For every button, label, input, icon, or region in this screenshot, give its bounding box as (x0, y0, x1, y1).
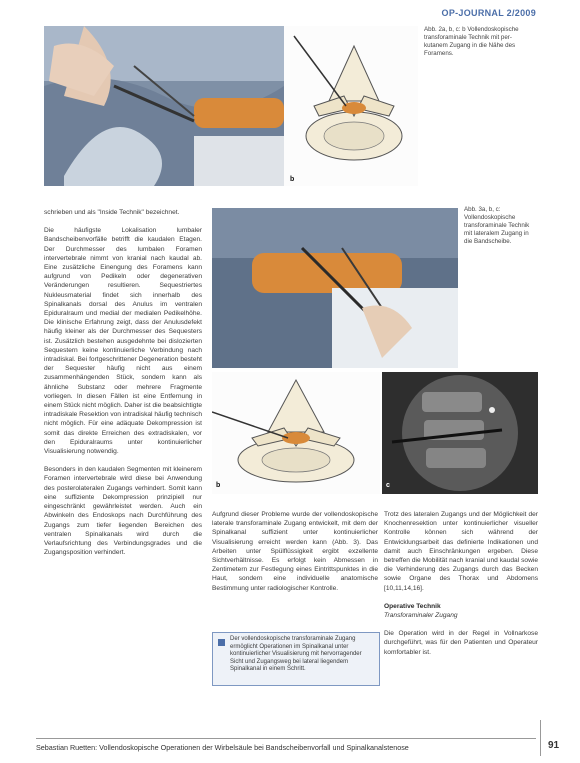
text-column-3 (384, 510, 538, 736)
page-number-divider (540, 720, 541, 756)
journal-header: OP-JOURNAL 2/2009 (441, 8, 536, 18)
fig2-caption: Abb. 2a, b, c: b Vollendoskopische transforaminale Technik mit per-kutanem Zugang in die Nähe des Foramens. (424, 26, 519, 57)
footer-citation: Sebastian Ruetten: Vollendoskopische Operationen der Wirbelsäule bei Bandscheibenvorfall und Spinalkanalstenose (36, 743, 409, 752)
figure-label-b-bottom: b (216, 482, 221, 489)
col1-paragraph-2: Die häufigste Lokalisation lumbaler Bandscheibenvorfälle betrifft die kaudalen Etagen. Der Durchmesser des lumbalen Foramen intervertebrale nimmt von kranial nach kaudal ab. Eine zusätzliche Einengung des Foramens kann aufgrund von Pedikeln oder degenerativen Veränderungen resultieren. Sequestriertes Nukleusmaterial findet sich innerhalb des Spinalkanals dorsal des Anulus im ventralen Epiduralraum und medial der medialen Pedikelhöhe. Die klinische Erfahrung zeigt, dass der Anulusdefekt häufig kleiner als der Durchmesser des Sequesters ist. Zusätzlich bestehen ausgedehnte bei dislozierten Sequestern keine kontinuierliche Verbindung nach intradiskal. Bei fortgeschrittener Degeneration besteht der Sequester häufig nicht aus einem zusammenhängenden Stück, sondern kann als ähnliche Substanz oder mehrere Fragmente vorliegen. In diesen Fällen ist eine Entfernung in einem Stück nicht möglich. Daher ist die beabsichtigte intradiskale Resektion von intradiskal häufig technisch nicht möglich. Für eine adäquate Dekompression ist somit das direkte Erreichen des extradiskalen, vor den Epiduralraums unter kontinuierlicher Visualisierung notwendig. (44, 227, 202, 456)
col3-paragraph-1: Trotz des lateralen Zugangs und der Möglichkeit der Knochenresektion unter kontinuierlicher visueller Kontrolle können sich während der Entwicklungsarbeit das definierte Indikationen und damit auch Einschränkungen ergeben. Diese betreffen die Mobilität nach kranial und kaudal sowie die Verhinderung des Zugangs durch das Becken sowie Organe des Thorax und Abdomens [10,11,14,16]. (384, 511, 538, 592)
page-number: 91 (548, 740, 560, 751)
highlight-square-icon (218, 639, 225, 646)
col1-paragraph-1: schrieben und als "Inside Technik" bezeichnet. (44, 209, 180, 216)
col3-subheading: Transforaminaler Zugang (384, 612, 458, 620)
col3-paragraph-2: Die Operation wird in der Regel in Vollnarkose durchgeführt, was für den Patienten und Operateur komfortabler ist. (384, 630, 538, 656)
xray-image (382, 372, 538, 494)
footer-divider (36, 738, 536, 739)
surgery-photo-middle (212, 208, 458, 368)
col2-paragraph-1: Aufgrund dieser Probleme wurde der vollendoskopische laterale transforaminale Zugang entwickelt, mit dem der Spinalkanal suffizient unter kontinuierlicher Visualisierung erreicht werden kann (Abb. 3). Das Arbeiten unter Spülflüssigkeit ergibt exzellente Sichtverhältnisse. Es erfolgt kein Abmessen in Zentimetern zur Festlegung eines Eintrittspunktes in die Haut, sondern eine individuelle anatomische Bestimmung unter radiologischer Kontrolle. (212, 511, 378, 592)
col1-paragraph-3: Besonders in den kaudalen Segmenten mit kleinerem Foramen intervertebrale wird diese bei Anwendung des posterolateralen Zugangs verhindert. Somit kann eine suffiziente Dekompression prinzipiell nur eingeschränkt gewährleistet werden. Auch ein Abwinkeln des Endoskops nach Durchführung des Zugangs zum tiefer liegenden Bereichen des ventralen Spinalkanals wird durch die Verlaufsrichtung des Verbindungsgrades und die Zugangsposition verhindert. (44, 466, 202, 557)
vertebra-diagram-top (284, 26, 418, 186)
fig3-caption: Abb. 3a, b, c: Vollendoskopische transforaminale Technik mit lateralem Zugang in die Bandscheibe. (464, 206, 530, 245)
figure-label-c-bottom: c (386, 482, 390, 489)
text-column-1 (44, 208, 202, 736)
text-column-2 (212, 510, 378, 628)
vertebra-diagram-bottom (212, 372, 380, 494)
figure-label-b-top: b (290, 176, 295, 183)
col3-heading: Operative Technik (384, 602, 441, 610)
highlight-box (212, 632, 380, 686)
surgery-photo-top (44, 26, 284, 186)
highlight-text: Der vollendoskopische transforaminale Zugang ermöglicht Operationen im Spinalkanal unter kontinuierlicher Visualisierung mit hervorragender Sicht und Zugangsweg bei lateral liegendem Spinalkanal in einem Schritt. (230, 636, 362, 673)
